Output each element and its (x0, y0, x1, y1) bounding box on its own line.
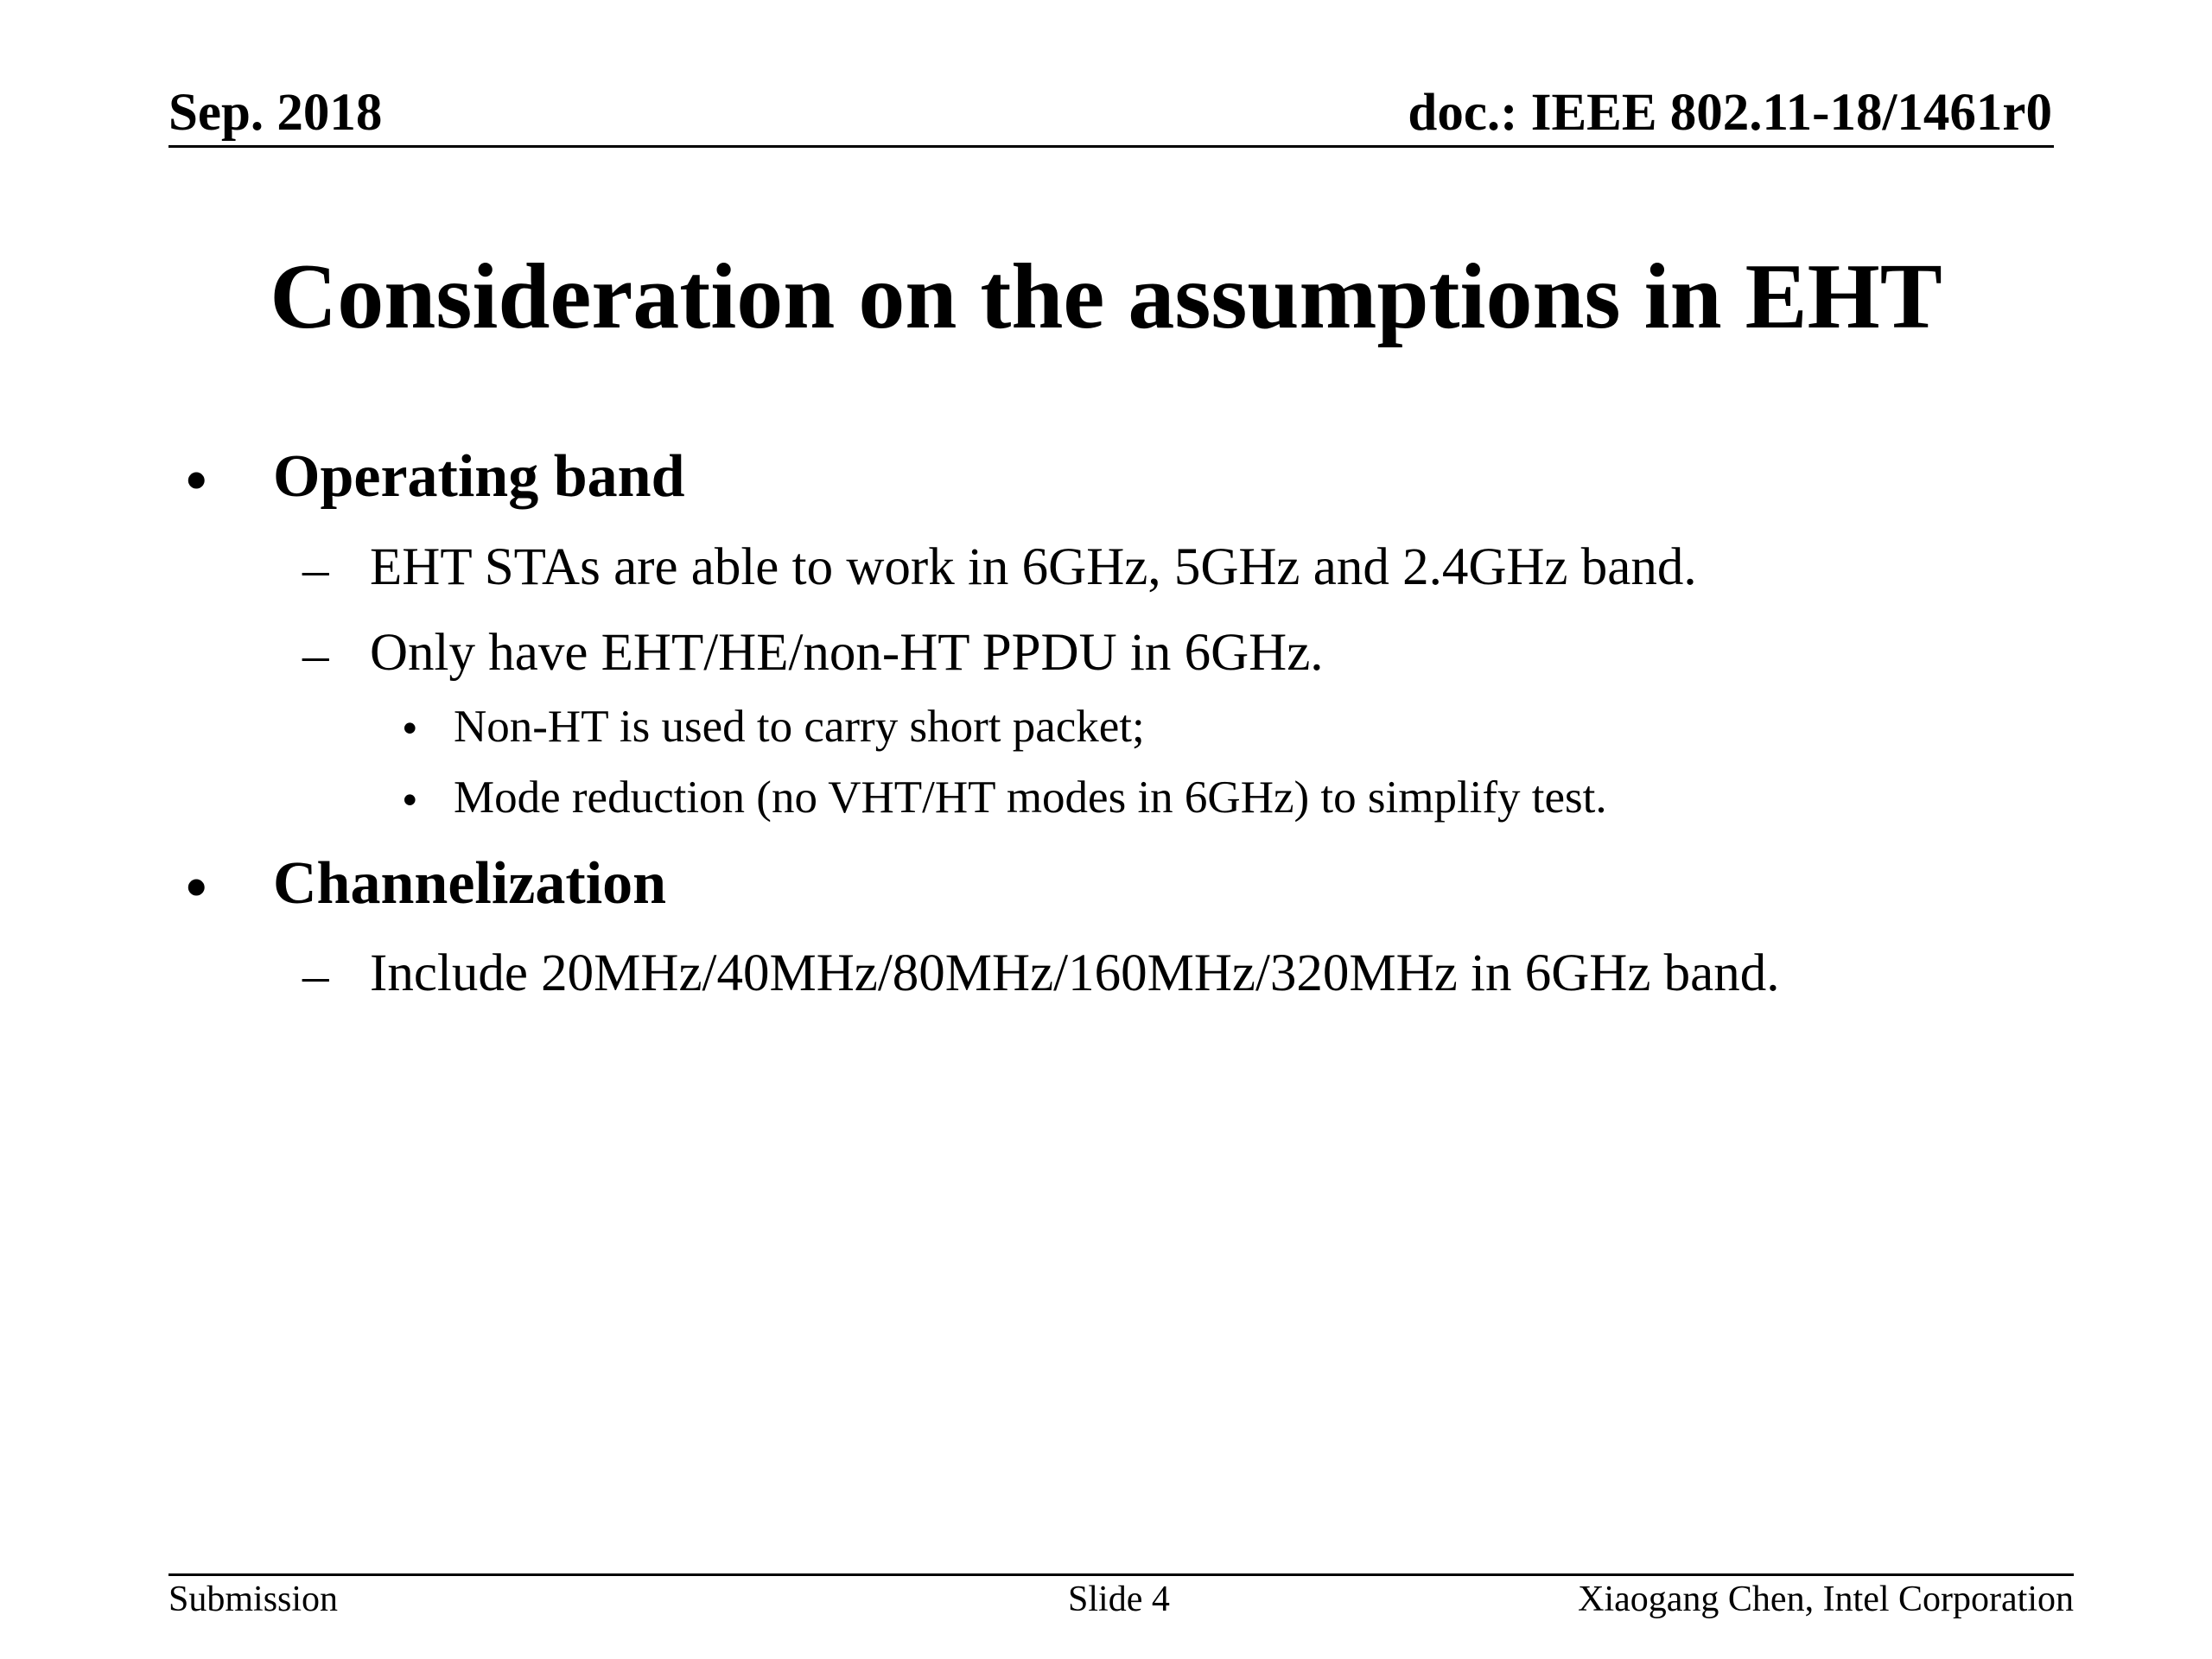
sub-bullet-channel-widths: Include 20MHz/40MHz/80MHz/160MHz/320MHz in 6GHz band. (370, 944, 1780, 1002)
header-date: Sep. 2018 (168, 84, 383, 142)
bullet-marker: • (186, 448, 207, 514)
bullet-marker: • (402, 775, 418, 825)
dash-marker: – (302, 541, 329, 599)
header-doc-id: doc.: IEEE 802.11-18/1461r0 (1408, 84, 2052, 142)
slide-title: Consideration on the assumptions in EHT (270, 245, 1942, 348)
sub-bullet-ppdu: Only have EHT/HE/non-HT PPDU in 6GHz. (370, 624, 1324, 682)
bullet-marker: • (186, 855, 207, 921)
footer-author: Xiaogang Chen, Intel Corporation (1578, 1580, 2074, 1619)
sub-sub-bullet-mode-reduction: Mode reduction (no VHT/HT modes in 6GHz) to simplify test. (454, 772, 1607, 823)
footer-submission: Submission (168, 1580, 339, 1619)
dash-marker: – (302, 947, 329, 1005)
footer-slide-number: Slide 4 (1068, 1580, 1170, 1619)
sub-sub-bullet-non-ht: Non-HT is used to carry short packet; (454, 702, 1145, 752)
sub-bullet-bands: EHT STAs are able to work in 6GHz, 5GHz and 2.4GHz band. (370, 538, 1697, 596)
bullet-marker: • (402, 703, 418, 753)
bullet-channelization: Channelization (273, 850, 667, 917)
header-divider (168, 145, 2054, 148)
footer-divider (168, 1573, 2074, 1576)
dash-marker: – (302, 626, 329, 684)
bullet-operating-band: Operating band (273, 443, 685, 510)
